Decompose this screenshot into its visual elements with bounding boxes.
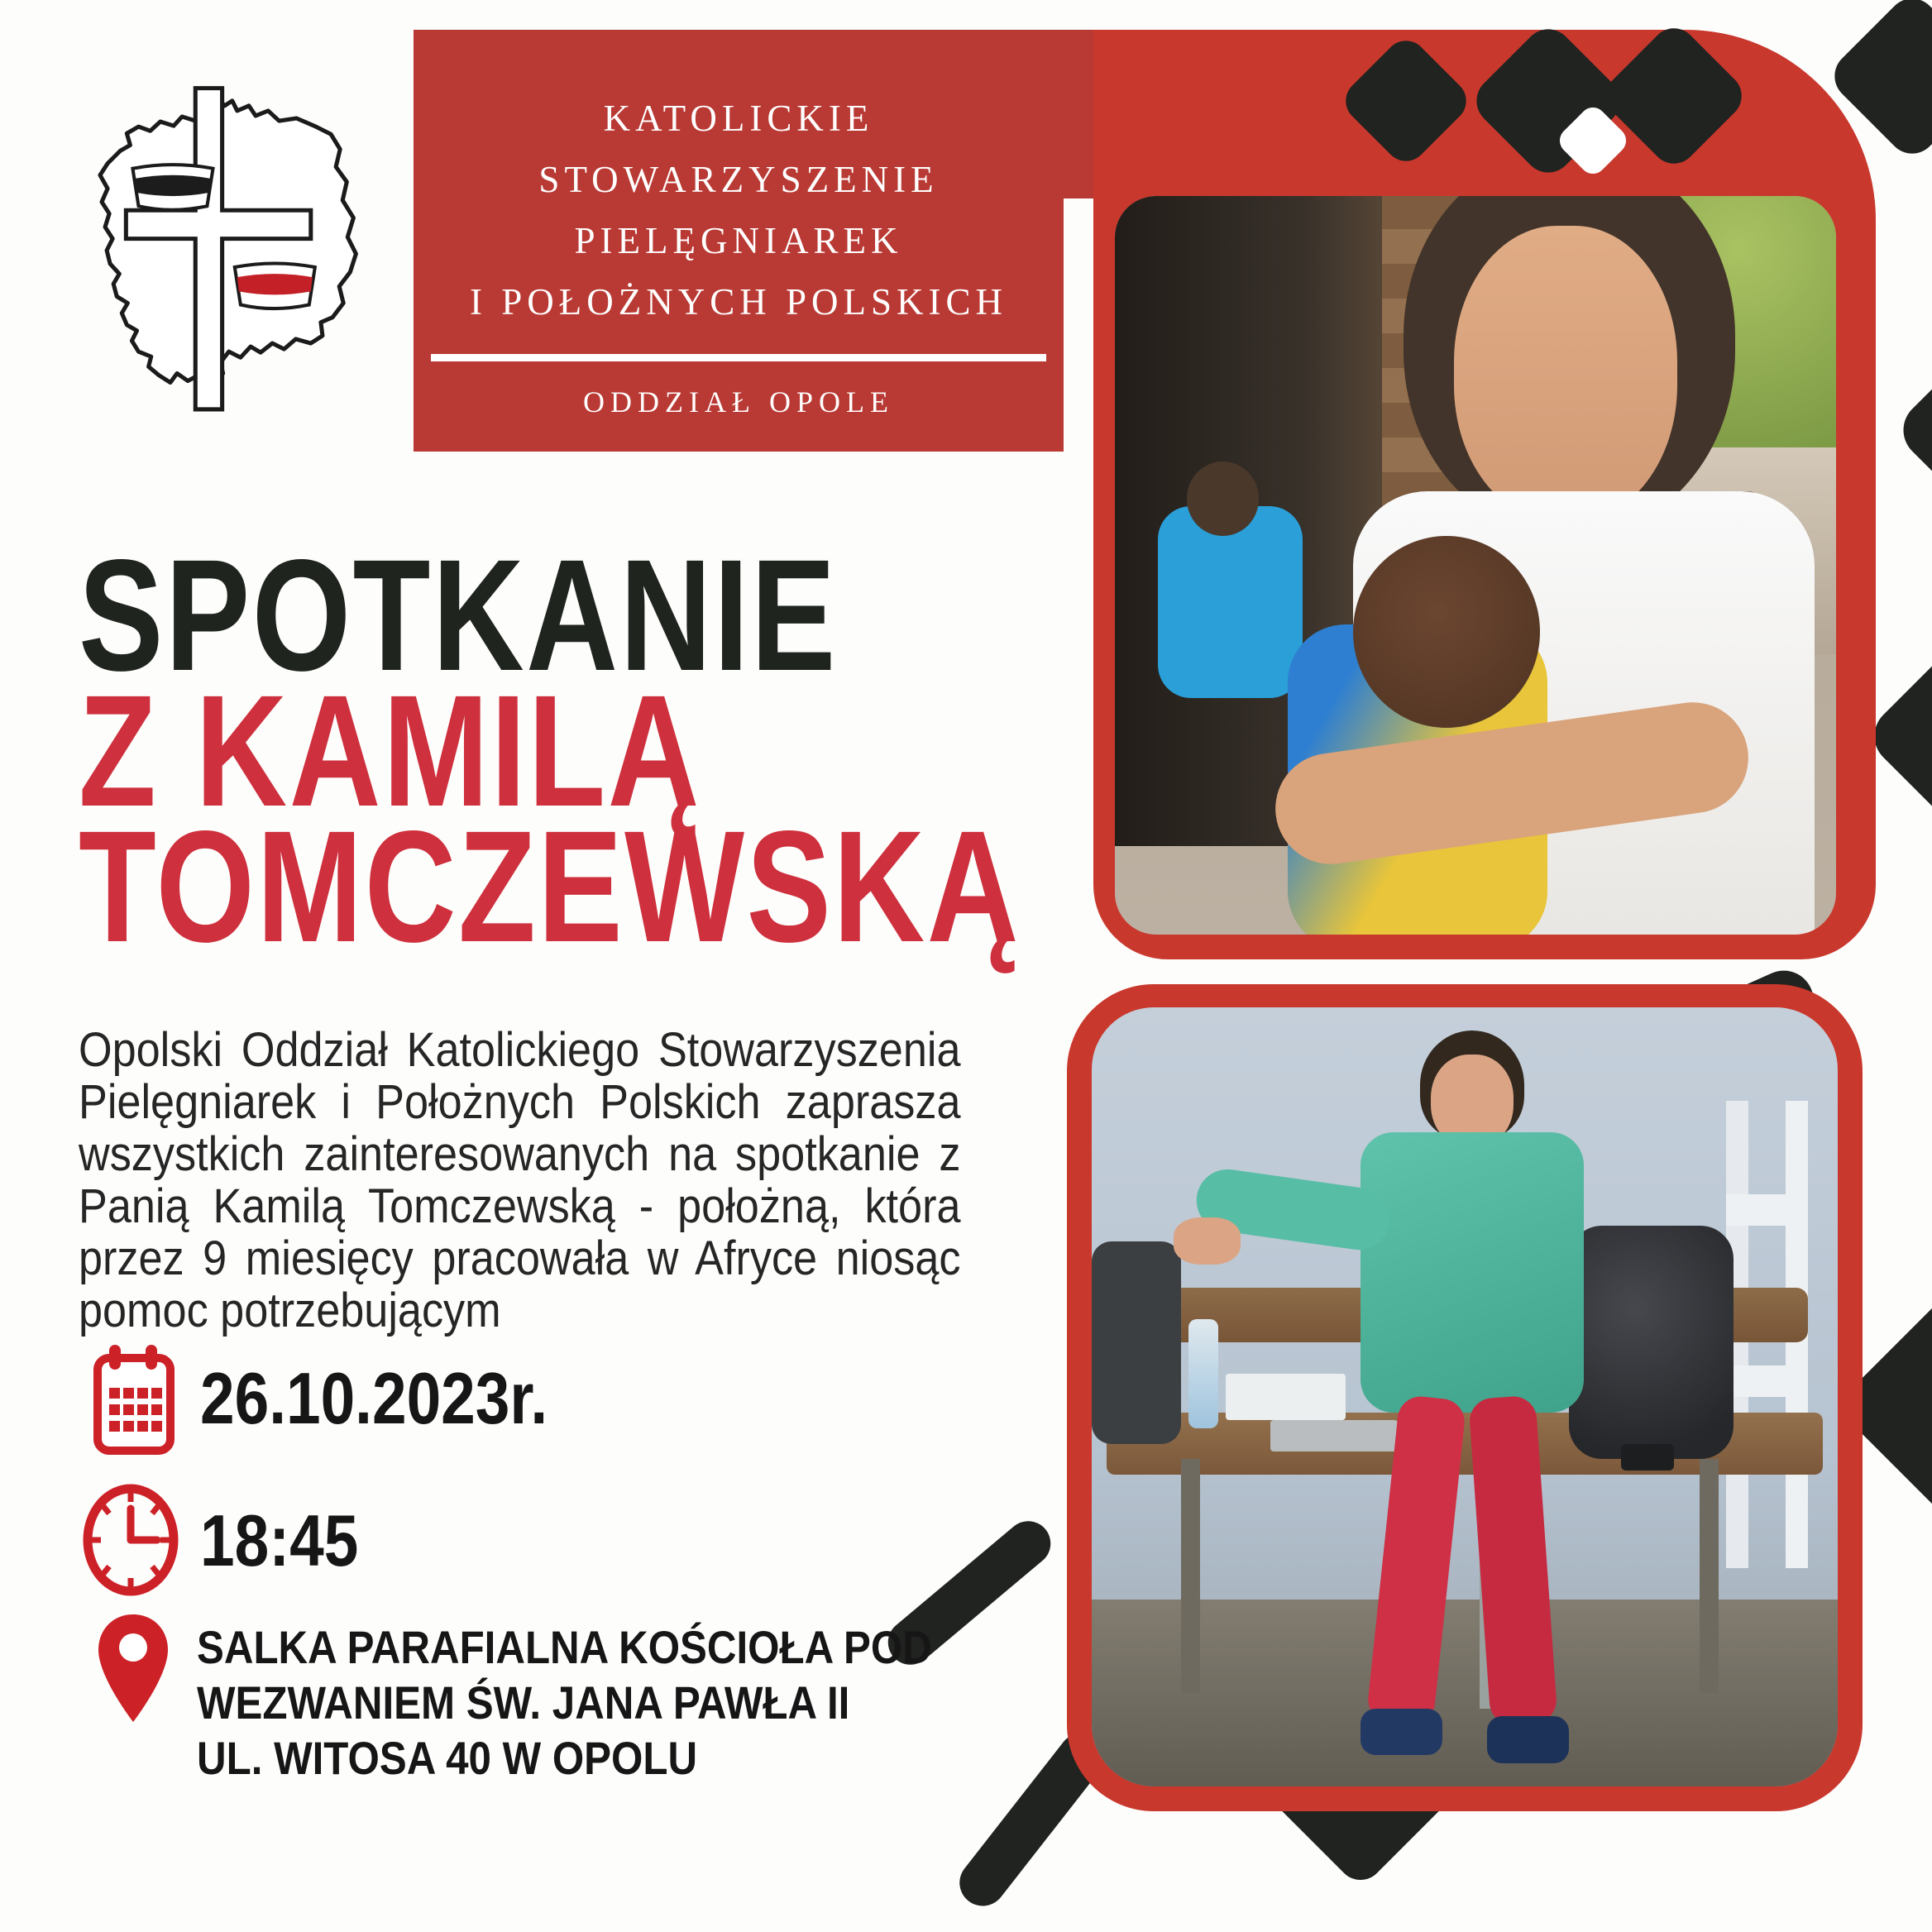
photo-art-backpack-right bbox=[1569, 1226, 1733, 1460]
page-title bbox=[79, 526, 1256, 975]
banner-division: ODDZIAŁ OPOLE bbox=[583, 385, 894, 418]
nurse-cap-red-band bbox=[237, 274, 313, 294]
association-logo bbox=[45, 40, 380, 416]
photo-art-shoe bbox=[1361, 1709, 1442, 1756]
photo-art-hand bbox=[1174, 1217, 1241, 1265]
event-time: 18:45 bbox=[200, 1499, 359, 1581]
photo-art-scrub-top bbox=[1361, 1132, 1585, 1413]
location-line-2: WEZWANIEM ŚW. JANA PAWŁA II bbox=[197, 1676, 850, 1729]
photo-frame-bottom bbox=[1067, 984, 1863, 1811]
photo-art-phone bbox=[1621, 1444, 1673, 1471]
photo-art-baby-head bbox=[1353, 536, 1541, 728]
banner-card-connector bbox=[1062, 30, 1095, 198]
title-line-1: SPOTKANIE bbox=[79, 526, 838, 704]
location-line-3: UL. WITOSA 40 W OPOLU bbox=[197, 1732, 698, 1784]
photo-art-bottle bbox=[1188, 1319, 1218, 1428]
photo-art-shoe bbox=[1487, 1716, 1569, 1763]
location-line-1: SALKA PARAFIALNA KOŚCIOŁA POD bbox=[197, 1621, 932, 1673]
photo-art-rack bbox=[1726, 1194, 1808, 1226]
association-banner bbox=[414, 30, 1064, 452]
event-location bbox=[197, 1619, 932, 1786]
calendar-icon bbox=[93, 1343, 175, 1459]
photo-art-rack bbox=[1726, 1365, 1808, 1397]
clock-icon bbox=[81, 1480, 180, 1600]
photo-art-face bbox=[1454, 226, 1677, 521]
title-line-3: TOMCZEWSKĄ bbox=[79, 797, 1021, 975]
photo-art-shape bbox=[1187, 461, 1259, 535]
event-date: 26.10.2023r. bbox=[200, 1357, 548, 1439]
banner-line-4: I POŁOŻNYCH POLSKICH bbox=[469, 281, 1008, 323]
location-pin-icon bbox=[96, 1613, 170, 1724]
banner-line-2: STOWARZYSZENIE bbox=[538, 159, 939, 200]
photo-art-box bbox=[1226, 1374, 1345, 1421]
banner-line-3: PIELĘGNIAREK bbox=[574, 220, 903, 261]
nurse-cap-black-band bbox=[135, 175, 210, 196]
photo-art-tray bbox=[1270, 1420, 1397, 1451]
photo-art-backpack-left bbox=[1092, 1241, 1181, 1444]
photo-art-bench-leg bbox=[1700, 1459, 1719, 1693]
right-edge-diamond-upper bbox=[1891, 313, 1932, 548]
banner-line-1: KATOLICKIE bbox=[603, 98, 874, 139]
event-description: Opolski Oddział Katolickiego Stowarzyszenia Pielęgniarek i Położnych Polskich zaprasza wszystkich zainteresowanych na spotkanie z Panią Kamilą Tomczewską - położną, która przez 9 miesięcy pracowała w Afryce niosąc pomoc potrzebującym bbox=[79, 1023, 961, 1337]
banner-divider bbox=[431, 354, 1046, 361]
photo-woman-on-bench bbox=[1092, 1007, 1838, 1786]
photo-art-floor bbox=[1092, 1600, 1838, 1786]
photo-art-bench-leg bbox=[1181, 1459, 1200, 1693]
title-line-2: Z KAMILĄ bbox=[79, 662, 701, 839]
